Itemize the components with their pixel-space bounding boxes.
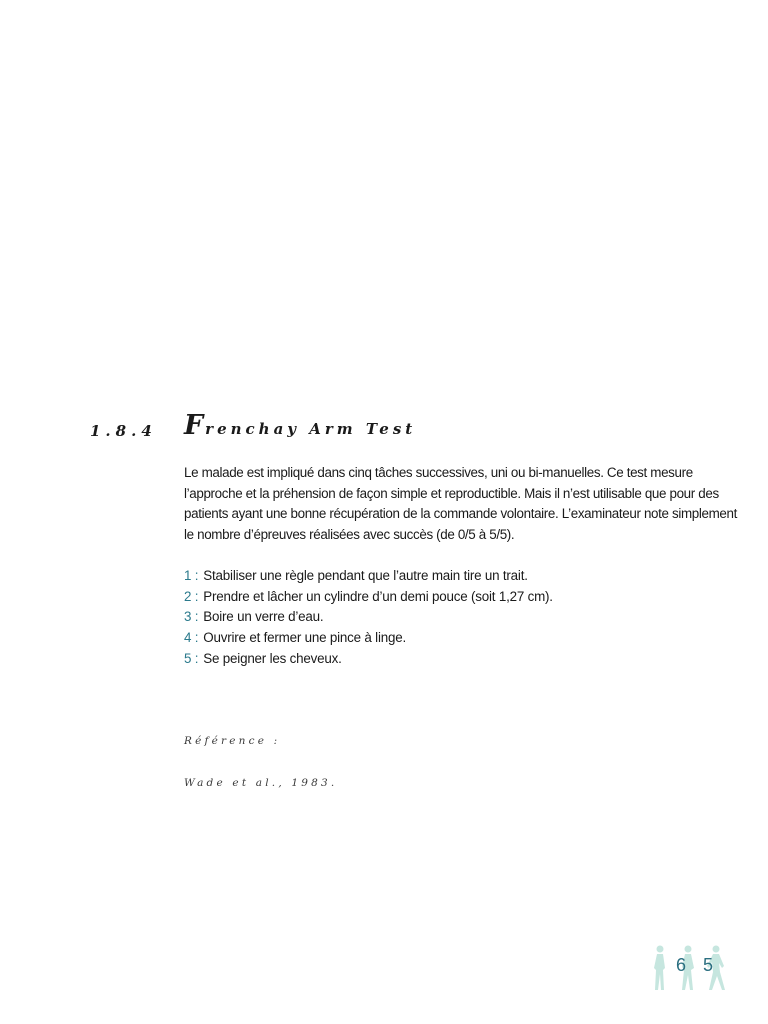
task-text: Boire un verre d’eau. <box>203 609 324 625</box>
task-text: Ouvrire et fermer une pince à linge. <box>203 630 406 646</box>
task-number: 3 : <box>184 609 199 625</box>
task-number: 4 : <box>184 630 199 646</box>
list-item <box>184 649 553 670</box>
intro-paragraph: Le malade est impliqué dans cinq tâches successives, uni ou bi-manuelles. Ce test mesure l’approche et la préhension de façon simple et reproductible. Mais il n’est utilisable que pour des patients ayant une bonne récupération de la commande volontaire. L’examinateur note simplement le nombre d’épreuves réalisées avec succès (de 0/5 à 5/5). <box>184 465 737 543</box>
list-item <box>184 587 553 608</box>
section-title-initial: F <box>184 410 206 441</box>
task-list <box>184 566 553 670</box>
page-number-block <box>648 944 736 994</box>
page-number-digit-1: 6 <box>676 955 687 975</box>
section-title <box>184 410 416 441</box>
reference-text: Wade et al., 1983. <box>184 777 338 789</box>
list-item <box>184 607 553 628</box>
reference-label: Référence : <box>184 735 281 747</box>
section-number: 1.8.4 <box>90 422 157 440</box>
list-item <box>184 628 553 649</box>
list-item <box>184 566 553 587</box>
walking-figures-icon <box>648 944 736 994</box>
task-number: 2 : <box>184 588 199 604</box>
task-text: Prendre et lâcher un cylindre d’un demi pouce (soit 1,27 cm). <box>203 588 553 604</box>
section-title-rest: renchay Arm Test <box>205 420 417 438</box>
task-text: Stabiliser une règle pendant que l’autre main tire un trait. <box>203 568 528 583</box>
task-text: Se peigner les cheveux. <box>203 650 342 666</box>
task-number: 5 : <box>184 650 199 666</box>
page-number-digit-2: 5 <box>703 955 714 975</box>
task-number: 1 : <box>184 568 199 583</box>
